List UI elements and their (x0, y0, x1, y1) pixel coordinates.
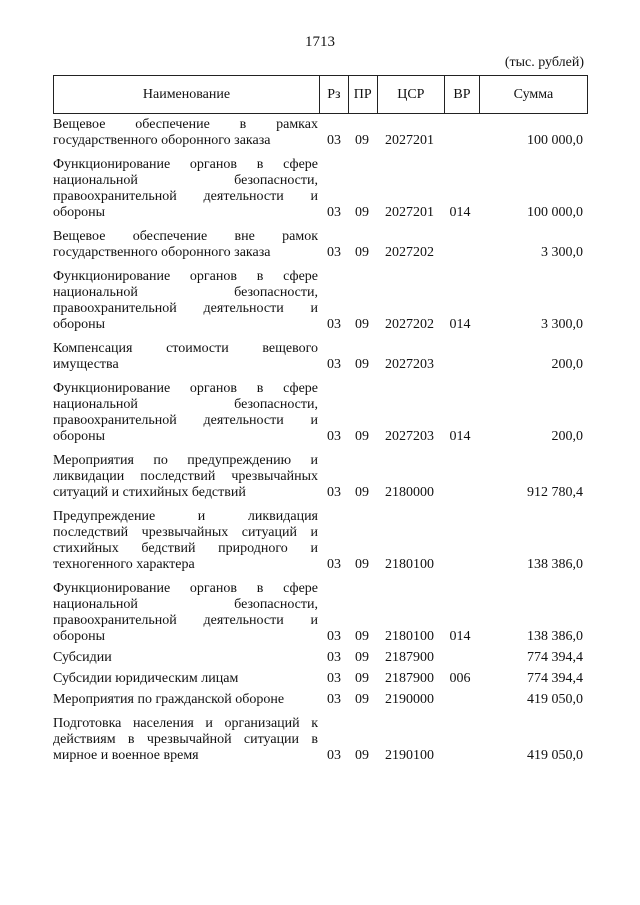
table-header (53, 75, 588, 114)
row-sum: 912 780,4 (527, 485, 583, 500)
row-rz: 03 (327, 748, 341, 763)
row-pr: 09 (355, 133, 369, 148)
row-sum: 138 386,0 (527, 629, 583, 644)
row-csr: 2190100 (385, 748, 434, 763)
row-name: Функционирование органов в сфере национальной безопасности, правоохранительной деятельности и обороны (53, 269, 318, 332)
row-name: Субсидии юридическим лицам (53, 671, 239, 686)
row-name: Подготовка населения и организаций к действиям в чрезвычайной ситуации в мирное и военное время (53, 716, 318, 763)
row-rz: 03 (327, 205, 341, 220)
table-row (53, 509, 588, 573)
row-pr: 09 (355, 650, 369, 665)
units-label: (тыс. рублей) (504, 55, 584, 70)
row-csr: 2180000 (385, 485, 434, 500)
row-csr: 2180100 (385, 629, 434, 644)
row-rz: 03 (327, 629, 341, 644)
row-rz: 03 (327, 692, 341, 707)
table-row (53, 716, 588, 764)
table-row (53, 269, 588, 333)
row-pr: 09 (355, 485, 369, 500)
row-csr: 2187900 (385, 671, 434, 686)
table-row (53, 381, 588, 445)
row-csr: 2190000 (385, 692, 434, 707)
row-csr: 2027202 (385, 317, 434, 332)
row-pr: 09 (355, 429, 369, 444)
row-name: Мероприятия по гражданской обороне (53, 692, 285, 707)
row-rz: 03 (327, 485, 341, 500)
table-row (53, 341, 588, 373)
row-csr: 2187900 (385, 650, 434, 665)
row-sum: 200,0 (551, 429, 583, 444)
row-csr: 2027202 (385, 245, 434, 260)
row-rz: 03 (327, 671, 341, 686)
row-name: Функционирование органов в сфере национальной безопасности, правоохранительной деятельности и обороны (53, 157, 318, 220)
row-name: Предупреждение и ликвидация последствий чрезвычайных ситуаций и стихийных бедствий природного и техногенного характера (53, 509, 318, 572)
table-row (53, 692, 588, 708)
table-row (53, 453, 588, 501)
row-sum: 200,0 (551, 357, 583, 372)
table-body (53, 114, 588, 764)
header-pr: ПР (348, 76, 377, 113)
row-name: Функционирование органов в сфере национальной безопасности, правоохранительной деятельности и обороны (53, 381, 318, 444)
row-name: Вещевое обеспечение в рамках государственного оборонного заказа (53, 117, 318, 148)
row-rz: 03 (327, 357, 341, 372)
row-sum: 100 000,0 (527, 133, 583, 148)
header-rz: Рз (319, 76, 348, 113)
row-vr: 006 (449, 671, 471, 686)
row-pr: 09 (355, 748, 369, 763)
header-vr: ВР (444, 76, 479, 113)
row-name: Мероприятия по предупреждению и ликвидации последствий чрезвычайных ситуаций и стихийных бедствий (53, 453, 318, 500)
row-rz: 03 (327, 429, 341, 444)
row-rz: 03 (327, 317, 341, 332)
row-vr: 014 (449, 317, 471, 332)
row-csr: 2180100 (385, 557, 434, 572)
row-pr: 09 (355, 671, 369, 686)
row-csr: 2027201 (385, 205, 434, 220)
row-name: Функционирование органов в сфере национальной безопасности, правоохранительной деятельности и обороны (53, 581, 318, 644)
table-row (53, 117, 588, 149)
row-vr: 014 (449, 205, 471, 220)
row-sum: 419 050,0 (527, 748, 583, 763)
row-sum: 774 394,4 (527, 650, 583, 665)
row-name: Вещевое обеспечение вне рамок государственного оборонного заказа (53, 229, 318, 260)
header-csr: ЦСР (377, 76, 445, 113)
row-pr: 09 (355, 357, 369, 372)
header-sum: Сумма (479, 76, 587, 113)
header-name: Наименование (142, 86, 231, 102)
table-row (53, 229, 588, 261)
row-csr: 2027203 (385, 429, 434, 444)
row-pr: 09 (355, 557, 369, 572)
row-pr: 09 (355, 629, 369, 644)
row-rz: 03 (327, 133, 341, 148)
table-row (53, 650, 588, 666)
row-csr: 2027203 (385, 357, 434, 372)
row-pr: 09 (355, 317, 369, 332)
row-sum: 100 000,0 (527, 205, 583, 220)
row-sum: 3 300,0 (541, 245, 583, 260)
row-rz: 03 (327, 650, 341, 665)
row-vr: 014 (449, 629, 471, 644)
row-csr: 2027201 (385, 133, 434, 148)
row-pr: 09 (355, 205, 369, 220)
page-number: 1713 (305, 34, 335, 50)
row-rz: 03 (327, 245, 341, 260)
row-sum: 138 386,0 (527, 557, 583, 572)
row-name: Субсидии (53, 650, 112, 665)
row-rz: 03 (327, 557, 341, 572)
row-name: Компенсация стоимости вещевого имущества (53, 341, 318, 372)
table-row (53, 671, 588, 687)
row-sum: 774 394,4 (527, 671, 583, 686)
row-vr: 014 (449, 429, 471, 444)
row-pr: 09 (355, 245, 369, 260)
row-pr: 09 (355, 692, 369, 707)
table-row (53, 581, 588, 645)
row-sum: 3 300,0 (541, 317, 583, 332)
table-row (53, 157, 588, 221)
budget-table (53, 75, 588, 772)
row-sum: 419 050,0 (527, 692, 583, 707)
